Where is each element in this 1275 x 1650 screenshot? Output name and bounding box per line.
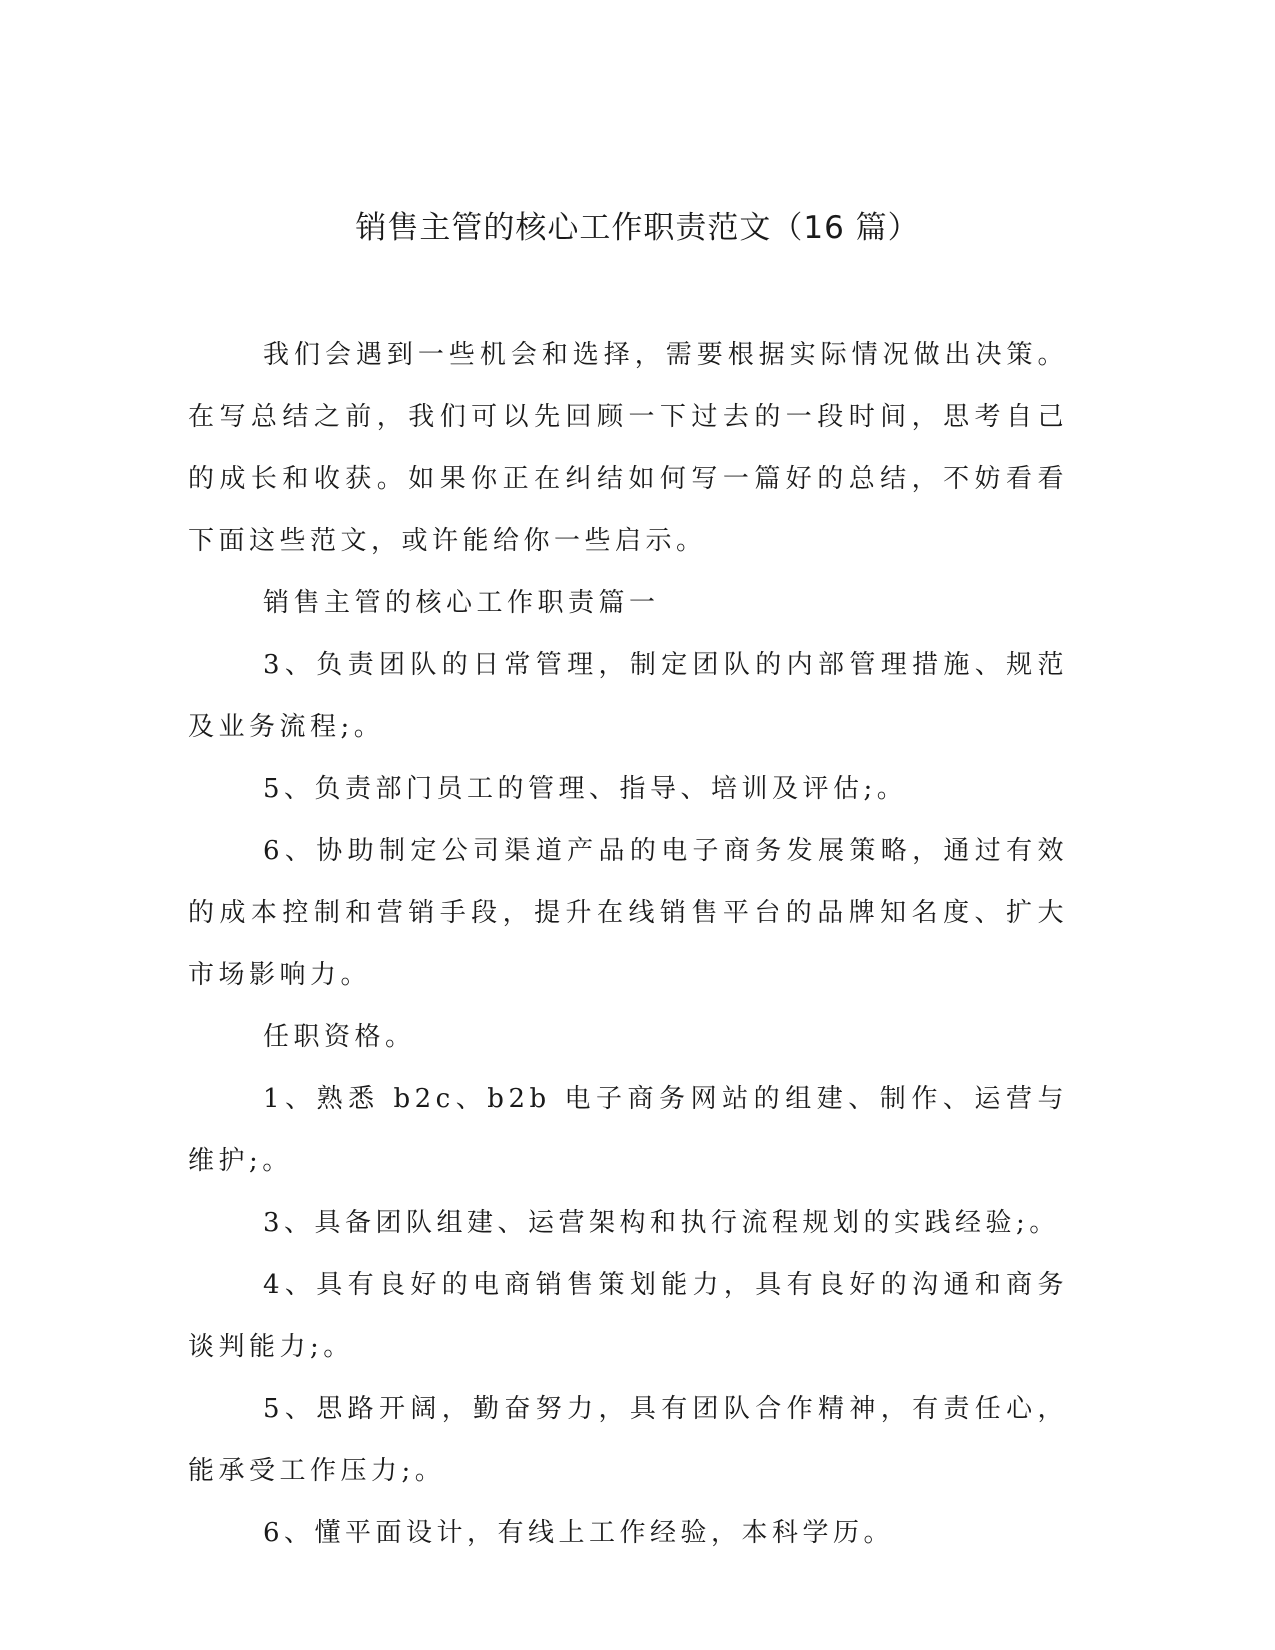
paragraph-duty-6: 6、协助制定公司渠道产品的电子商务发展策略，通过有效的成本控制和营销手段，提升在线销售平台的品牌知名度、扩大市场影响力。 <box>188 836 1068 990</box>
paragraph-qualification-3: 3、具备团队组建、运营架构和执行流程规划的实践经验;。 <box>263 1208 1060 1238</box>
document-title: 销售主管的核心工作职责范文（16 篇） <box>355 210 920 246</box>
paragraph-duty-5: 5、负责部门员工的管理、指导、培训及评估;。 <box>263 774 908 804</box>
paragraph-qualification-5: 5、思路开阔，勤奋努力，具有团队合作精神，有责任心，能承受工作压力;。 <box>188 1394 1068 1486</box>
paragraph-intro: 我们会遇到一些机会和选择，需要根据实际情况做出决策。在写总结之前，我们可以先回顾一下过去的一段时间，思考自己的成长和收获。如果你正在纠结如何写一篇好的总结，不妨看看下面这些范文，或许能给你一些启示。 <box>188 340 1068 556</box>
paragraph-section-heading: 销售主管的核心工作职责篇一 <box>263 588 660 618</box>
paragraph-duty-3: 3、负责团队的日常管理，制定团队的内部管理措施、规范及业务流程;。 <box>188 650 1068 742</box>
paragraph-qualification-1: 1、熟悉 b2c、b2b 电子商务网站的组建、制作、运营与维护;。 <box>188 1084 1068 1176</box>
paragraph-qualification-6: 6、懂平面设计，有线上工作经验，本科学历。 <box>263 1518 895 1548</box>
document-body <box>188 324 1068 1564</box>
paragraph-qualifications-heading: 任职资格。 <box>263 1022 416 1052</box>
paragraph-qualification-4: 4、具有良好的电商销售策划能力，具有良好的沟通和商务谈判能力;。 <box>188 1270 1068 1362</box>
